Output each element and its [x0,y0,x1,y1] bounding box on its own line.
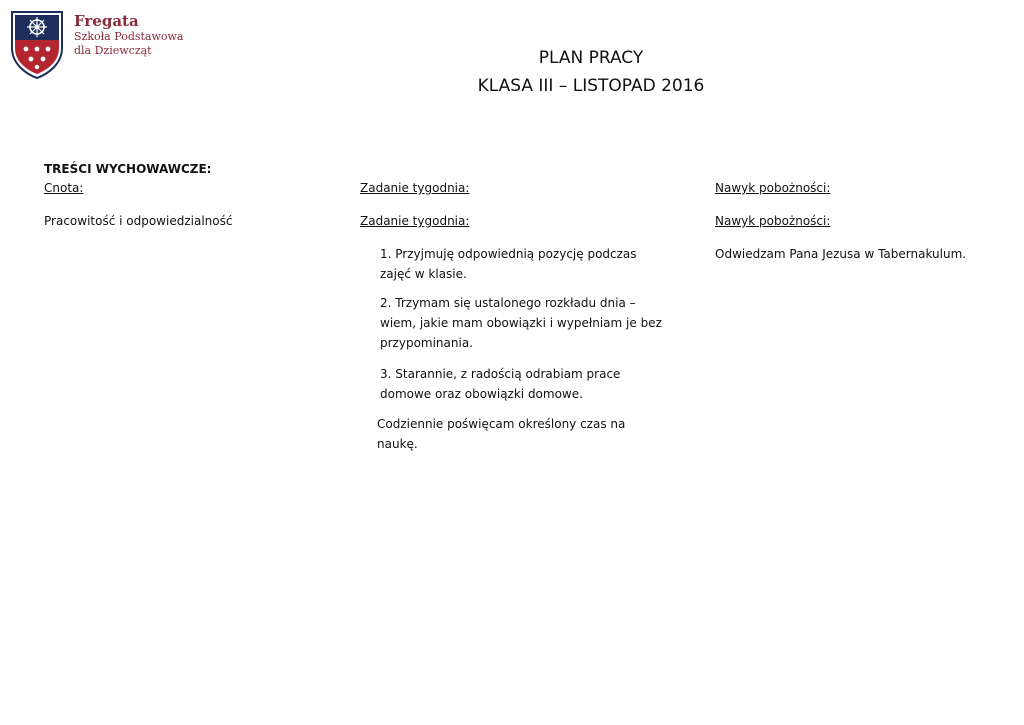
task-item-4: Codziennie poświęcam określony czas na naukę. [377,417,626,451]
zadanie-label-2: Zadanie tygodnia: [360,214,470,228]
shield-crest-icon [10,8,64,80]
school-name: Fregata [74,12,139,30]
cnota-label: Cnota: [44,181,84,195]
nawyk-label-2: Nawyk pobożności: [715,214,831,228]
task-item-3: 3. Starannie, z radością odrabiam prace domowe oraz obowiązki domowe. [380,367,621,401]
section-heading: TREŚCI WYCHOWAWCZE: [44,162,212,176]
task-item-2: 2. Trzymam się ustalonego rozkładu dnia – wiem, jakie mam obowiązki i wypełniam je bez przypominania. [380,296,662,350]
cnota-value: Pracowitość i odpowiedzialność [44,214,233,228]
nawyk-label: Nawyk pobożności: [715,181,831,195]
nawyk-value: Odwiedzam Pana Jezusa w Tabernakulum. [715,247,967,261]
school-subtitle-2: dla Dziewcząt [74,44,152,57]
task-item-1: 1. Przyjmuję odpowiednią pozycję podczas zajęć w klasie. [380,247,637,281]
zadanie-label: Zadanie tygodnia: [360,181,470,195]
plan-title: PLAN PRACY [538,48,644,68]
school-subtitle-1: Szkoła Podstawowa [74,30,184,43]
school-logo [10,8,210,84]
class-month-title: KLASA III – LISTOPAD 2016 [477,76,705,96]
